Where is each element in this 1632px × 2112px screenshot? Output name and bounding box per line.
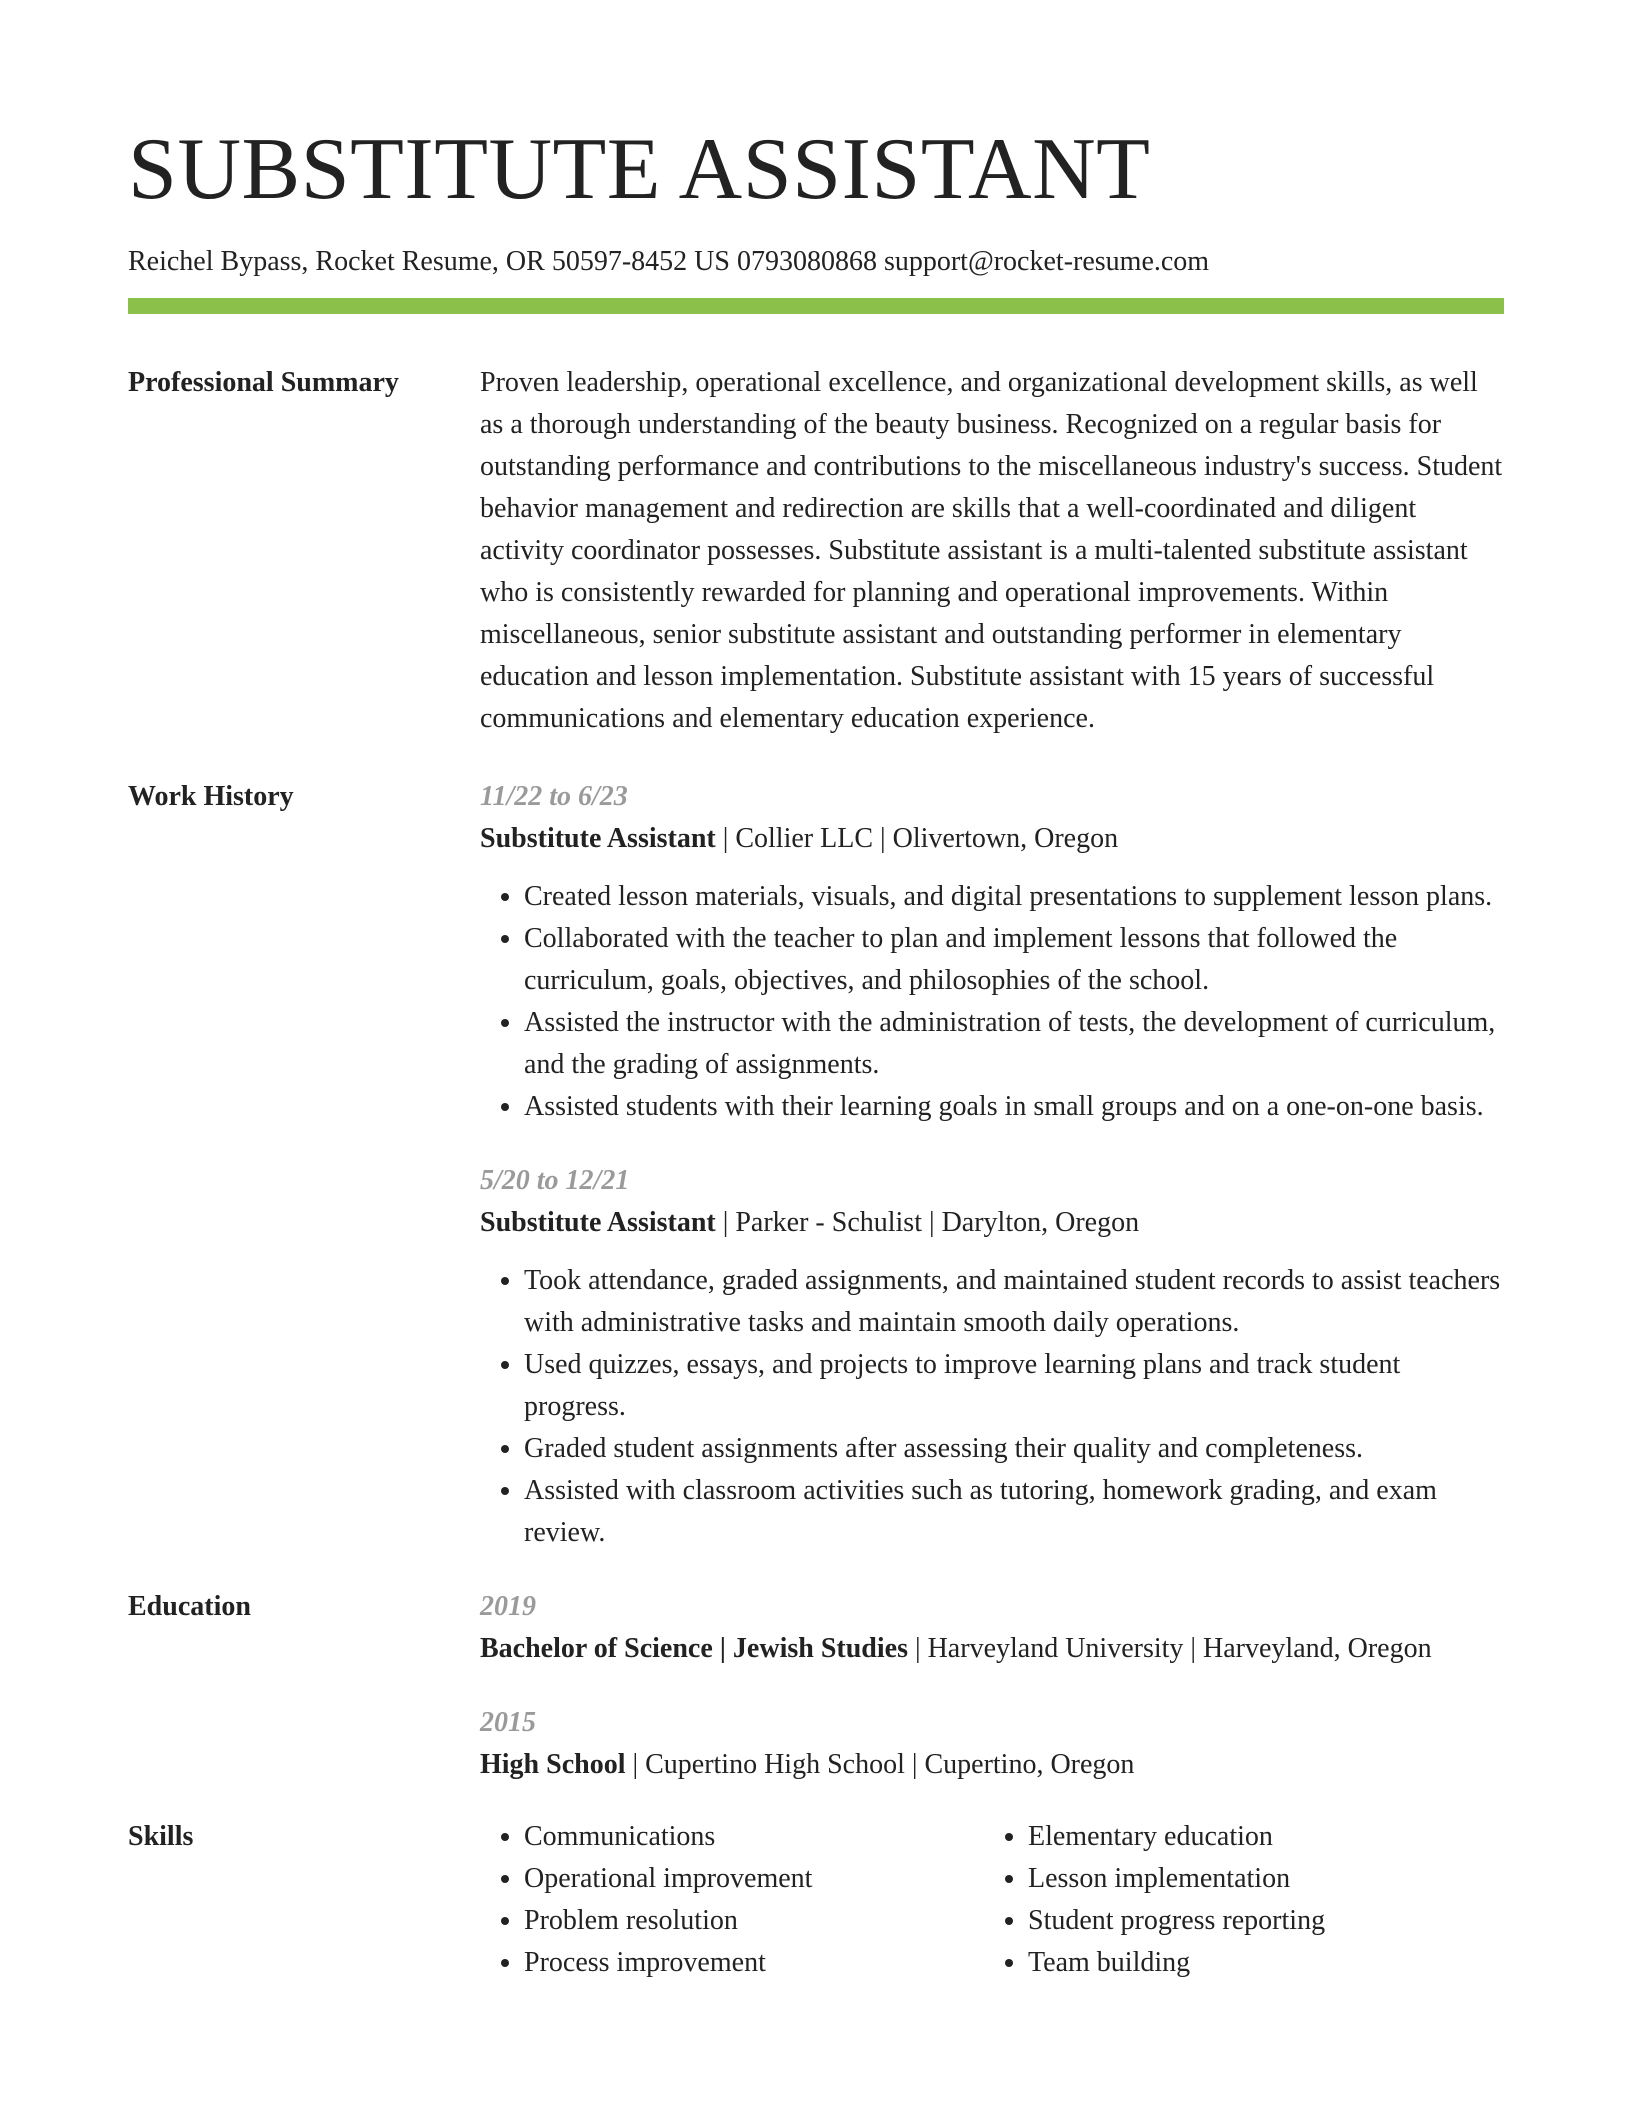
job-bullet: • Assisted with classroom activities such as tutoring, homework grading, and exam review. (524, 1470, 1504, 1554)
skills-column-left (480, 1816, 984, 1984)
section-label-summary: Professional Summary (128, 367, 399, 398)
job-heading (480, 818, 1504, 860)
job-title: Substitute Assistant (480, 823, 716, 854)
job-title: Substitute Assistant (480, 1207, 716, 1238)
work-history-section (128, 740, 1504, 1554)
section-label-work: Work History (128, 781, 294, 812)
resume-title: SUBSTITUTE ASSISTANT (128, 121, 1151, 218)
resume-page (128, 0, 1504, 1984)
work-history-list (480, 776, 1504, 1554)
skills-section (128, 1786, 1504, 1984)
skills-list (480, 1816, 1504, 1984)
skill-item: • Communications (524, 1816, 984, 1858)
section-label-education: Education (128, 1591, 251, 1622)
education-degree: Bachelor of Science | Jewish Studies (480, 1633, 908, 1664)
education-entry (480, 1702, 1504, 1786)
skill-item: • Team building (1028, 1942, 1488, 1984)
education-year: 2019 (480, 1591, 536, 1622)
job-bullet: • Created lesson materials, visuals, and digital presentations to supplement lesson plans. (524, 876, 1504, 918)
summary-text: Proven leadership, operational excellence, and organizational development skills, as well as a thorough understanding of the beauty business. Recognized on a regular basis for outstanding performance and contributions to the miscellaneous industry's success. Student behavior management and redirection are skills that a well-coordinated and diligent activity coordinator possesses. Substitute assistant is a multi-talented substitute assistant who is consistently rewarded for planning and operational improvements. Within miscellaneous, senior substitute assistant and outstanding performer in elementary education and lesson implementation. Substitute assistant with 15 years of successful communications and elementary education experience. (480, 367, 1503, 734)
header-divider (128, 298, 1504, 314)
job-bullet: • Took attendance, graded assignments, and maintained student records to assist teachers with administrative tasks and maintain smooth daily operations. (524, 1260, 1504, 1344)
job-bullet: • Collaborated with the teacher to plan and implement lessons that followed the curriculum, goals, objectives, and philosophies of the school. (524, 918, 1504, 1002)
job-entry (480, 1160, 1504, 1554)
job-details: | Parker - Schulist | Darylton, Oregon (715, 1207, 1140, 1238)
job-details: | Collier LLC | Olivertown, Oregon (715, 823, 1119, 854)
skill-item: • Problem resolution (524, 1900, 984, 1942)
job-bullet: • Assisted the instructor with the administration of tests, the development of curriculum, and the grading of assignments. (524, 1002, 1504, 1086)
job-bullets (480, 876, 1504, 1128)
skill-item: • Elementary education (1028, 1816, 1488, 1858)
education-list (480, 1586, 1504, 1786)
section-label-skills: Skills (128, 1821, 194, 1852)
education-details: | Harveyland University | Harveyland, Oregon (907, 1633, 1432, 1664)
summary-section (128, 314, 1504, 740)
job-bullet: • Assisted students with their learning goals in small groups and on a one-on-one basis. (524, 1086, 1504, 1128)
job-bullet: • Graded student assignments after assessing their quality and completeness. (524, 1428, 1504, 1470)
education-degree: High School (480, 1749, 626, 1780)
skill-item: • Lesson implementation (1028, 1858, 1488, 1900)
education-details: | Cupertino High School | Cupertino, Oregon (625, 1749, 1135, 1780)
skill-item: • Student progress reporting (1028, 1900, 1488, 1942)
education-heading (480, 1744, 1504, 1786)
education-entry (480, 1586, 1504, 1670)
job-dates: 5/20 to 12/21 (480, 1165, 630, 1196)
education-year: 2015 (480, 1707, 536, 1738)
education-section (128, 1554, 1504, 1786)
education-heading (480, 1628, 1504, 1670)
skill-item: • Operational improvement (524, 1858, 984, 1900)
skills-column-right (984, 1816, 1488, 1984)
job-bullets (480, 1260, 1504, 1554)
job-entry (480, 776, 1504, 1128)
job-heading (480, 1202, 1504, 1244)
job-dates: 11/22 to 6/23 (480, 781, 628, 812)
job-bullet: • Used quizzes, essays, and projects to improve learning plans and track student progress. (524, 1344, 1504, 1428)
contact-line: Reichel Bypass, Rocket Resume, OR 50597-8452 US 0793080868 support@rocket-resume.com (128, 246, 1210, 277)
skill-item: • Process improvement (524, 1942, 984, 1984)
